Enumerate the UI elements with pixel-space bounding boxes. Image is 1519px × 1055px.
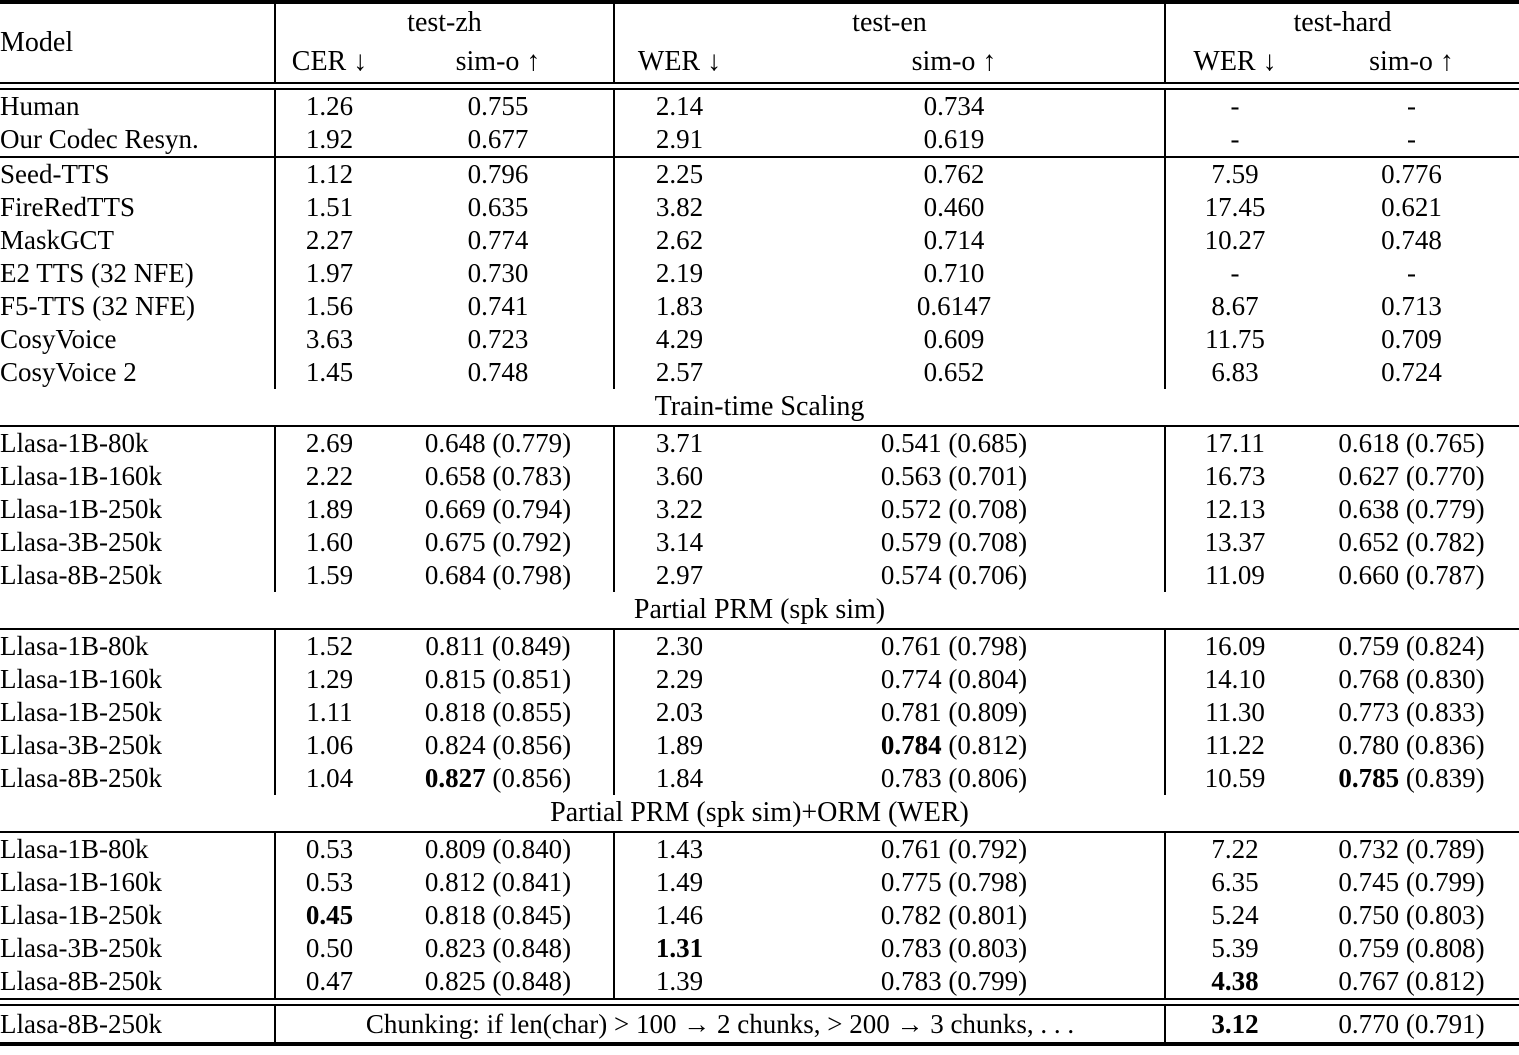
cell-value: 1.92 xyxy=(305,124,354,154)
cell-value: 1.04 xyxy=(305,763,354,793)
cell-value: 0.730 xyxy=(383,257,614,290)
row-model-name: Llasa-8B-250k xyxy=(0,762,275,795)
section-header-title: Train-time Scaling xyxy=(654,391,865,422)
cell-value: 1.45 xyxy=(305,357,354,387)
cell-value: 0.677 xyxy=(383,123,614,157)
table-rule xyxy=(0,1044,1519,1046)
cell-value: 5.39 xyxy=(1211,933,1259,963)
cell-value: 13.37 xyxy=(1204,527,1266,557)
table-row xyxy=(0,965,1519,999)
table-row xyxy=(0,833,1519,866)
cell-value: 0.811 (0.849) xyxy=(383,630,614,663)
cell-value: 0.776 xyxy=(1381,159,1442,189)
cell-value: 0.713 xyxy=(1381,291,1442,321)
chunking-note: Chunking: if len(char) > 100 → 2 chunks, > 200 → 3 chunks, . . . xyxy=(275,1005,1165,1044)
cell-value: 2.14 xyxy=(655,91,704,121)
row-model-name: FireRedTTS xyxy=(0,191,275,224)
cell-value: 3.14 xyxy=(655,527,704,557)
row-model-name: E2 TTS (32 NFE) xyxy=(0,257,275,290)
cell-value: 0.768 (0.830) xyxy=(1338,664,1485,694)
cell-value: 0.638 (0.779) xyxy=(1338,494,1485,524)
cell-value: 1.11 xyxy=(306,697,353,727)
cell-value-best: 0.45 xyxy=(305,900,354,930)
cell-value: 0.762 xyxy=(744,158,1165,191)
cell-value: 3.63 xyxy=(305,324,354,354)
cell-value: 16.73 xyxy=(1204,461,1266,491)
table-row xyxy=(0,427,1519,460)
cell-value: 0.741 xyxy=(383,290,614,323)
cell-value: 0.618 (0.765) xyxy=(1338,428,1485,458)
table-row xyxy=(0,526,1519,559)
cell-value: 1.56 xyxy=(305,291,354,321)
cell-value: 0.809 (0.840) xyxy=(383,833,614,866)
cell-value: 1.26 xyxy=(305,91,354,121)
cell-value: - xyxy=(1407,124,1416,154)
table-row xyxy=(0,191,1519,224)
cell-value: 0.750 (0.803) xyxy=(1338,900,1485,930)
cell-value: 0.660 (0.787) xyxy=(1338,560,1485,590)
cell-value: 1.29 xyxy=(305,664,354,694)
table-header-groups xyxy=(0,4,1519,42)
cell-value: 2.30 xyxy=(655,631,704,661)
cell-value: 1.52 xyxy=(305,631,354,661)
cell-value: 1.60 xyxy=(305,527,354,557)
column-header-test-en-primary: WER ↓ xyxy=(637,46,722,77)
cell-value: 2.69 xyxy=(305,428,354,458)
cell-value-best: 0.785 xyxy=(1338,763,1400,793)
cell-value: 4.29 xyxy=(655,324,704,354)
cell-value: - xyxy=(1407,91,1416,121)
cell-value: 0.781 (0.809) xyxy=(744,696,1165,729)
cell-value: 0.609 xyxy=(744,323,1165,356)
cell-value-best: 3.12 xyxy=(1211,1008,1259,1039)
cell-value: 0.823 (0.848) xyxy=(383,932,614,965)
cell-value: 0.684 (0.798) xyxy=(383,559,614,592)
cell-value: 0.53 xyxy=(305,834,354,864)
column-group-header-test-zh: test-zh xyxy=(275,4,614,42)
cell-value: 2.91 xyxy=(655,124,704,154)
cell-value: - xyxy=(1230,258,1240,288)
table-row xyxy=(0,630,1519,663)
table-row xyxy=(0,696,1519,729)
cell-value: 11.75 xyxy=(1205,324,1265,354)
cell-value: 0.782 (0.801) xyxy=(744,899,1165,932)
section-header-title: Partial PRM (spk sim)+ORM (WER) xyxy=(550,797,969,828)
cell-value: 2.22 xyxy=(305,461,354,491)
cell-value: 0.761 (0.792) xyxy=(744,833,1165,866)
cell-value-best: 1.31 xyxy=(655,933,704,963)
cell-value: 0.783 (0.799) xyxy=(744,965,1165,999)
cell-value: 1.43 xyxy=(655,834,704,864)
cell-value: 0.669 (0.794) xyxy=(383,493,614,526)
cell-value: 0.818 (0.855) xyxy=(383,696,614,729)
cell-value: 17.45 xyxy=(1204,192,1266,222)
cell-value: 3.60 xyxy=(655,461,704,491)
cell-value: 0.579 (0.708) xyxy=(744,526,1165,559)
cell-value: 0.723 xyxy=(383,323,614,356)
section-header-row xyxy=(0,592,1519,629)
cell-value: 0.783 (0.803) xyxy=(744,932,1165,965)
cell-value: 0.759 (0.808) xyxy=(1338,933,1485,963)
cell-value: 0.621 xyxy=(1381,192,1442,222)
cell-value: 3.22 xyxy=(655,494,704,524)
cell-value: 0.785 (0.839) xyxy=(1338,763,1485,793)
section-header-row xyxy=(0,795,1519,832)
cell-value: 0.47 xyxy=(305,966,354,996)
cell-value: 2.97 xyxy=(655,560,704,590)
row-model-name: Llasa-8B-250k xyxy=(0,559,275,592)
cell-value: 0.6147 xyxy=(744,290,1165,323)
cell-value: 0.724 xyxy=(1381,357,1442,387)
cell-value: 11.22 xyxy=(1205,730,1265,760)
row-model-name: Llasa-8B-250k xyxy=(0,1005,275,1044)
row-model-name: Llasa-1B-80k xyxy=(0,833,275,866)
cell-value: 0.648 (0.779) xyxy=(383,427,614,460)
table-row xyxy=(0,123,1519,157)
cell-value: 11.30 xyxy=(1205,697,1265,727)
row-model-name: Llasa-8B-250k xyxy=(0,965,275,999)
cell-value: 0.714 xyxy=(744,224,1165,257)
cell-value: 0.460 xyxy=(744,191,1165,224)
row-model-name: Llasa-3B-250k xyxy=(0,729,275,762)
cell-value xyxy=(1165,965,1304,999)
cell-value: 0.774 (0.804) xyxy=(744,663,1165,696)
cell-value: 7.59 xyxy=(1211,159,1259,189)
table-row xyxy=(0,89,1519,123)
cell-value: 10.59 xyxy=(1204,763,1266,793)
row-model-name: Seed-TTS xyxy=(0,158,275,191)
cell-value: 0.675 (0.792) xyxy=(383,526,614,559)
cell-value: 2.25 xyxy=(655,159,704,189)
table-row xyxy=(0,899,1519,932)
table-row xyxy=(0,224,1519,257)
cell-value: 1.51 xyxy=(305,192,354,222)
cell-value: 0.745 (0.799) xyxy=(1338,867,1485,897)
cell-value: 0.818 (0.845) xyxy=(383,899,614,932)
cell-value: 0.824 (0.856) xyxy=(383,729,614,762)
cell-value: 0.563 (0.701) xyxy=(744,460,1165,493)
cell-value: 8.67 xyxy=(1211,291,1259,321)
row-model-name: Llasa-1B-160k xyxy=(0,866,275,899)
cell-value: 0.658 (0.783) xyxy=(383,460,614,493)
cell-value: 0.748 xyxy=(1381,225,1442,255)
cell-value: 6.35 xyxy=(1211,867,1259,897)
cell-value: 11.09 xyxy=(1205,560,1265,590)
row-model-name: CosyVoice xyxy=(0,323,275,356)
cell-value: 1.89 xyxy=(305,494,354,524)
cell-value: 7.22 xyxy=(1211,834,1259,864)
cell-value: 0.774 xyxy=(383,224,614,257)
table-row xyxy=(0,729,1519,762)
cell-value: 0.732 (0.789) xyxy=(1338,834,1485,864)
table-row xyxy=(0,158,1519,191)
section-header-row xyxy=(0,389,1519,426)
row-model-name: MaskGCT xyxy=(0,224,275,257)
cell-value: 0.627 (0.770) xyxy=(1338,461,1485,491)
cell-value: 0.780 (0.836) xyxy=(1338,730,1485,760)
table-row xyxy=(0,762,1519,795)
column-header-test-zh-simo: sim-o ↑ xyxy=(383,42,614,83)
cell-value: 0.635 xyxy=(383,191,614,224)
cell-value: 16.09 xyxy=(1204,631,1266,661)
row-model-name: Llasa-1B-80k xyxy=(0,427,275,460)
cell-value: 2.27 xyxy=(305,225,354,255)
cell-value: 17.11 xyxy=(1205,428,1265,458)
cell-value: 0.815 (0.851) xyxy=(383,663,614,696)
row-model-name: Llasa-1B-160k xyxy=(0,663,275,696)
cell-value: 0.770 (0.791) xyxy=(1338,1008,1485,1039)
cell-value: 1.12 xyxy=(305,159,354,189)
cell-value: 1.06 xyxy=(305,730,354,760)
table-row xyxy=(0,663,1519,696)
cell-value: 1.97 xyxy=(305,258,354,288)
cell-value: 12.13 xyxy=(1204,494,1266,524)
cell-value: 0.53 xyxy=(305,867,354,897)
cell-value: 0.710 xyxy=(744,257,1165,290)
cell-value: 0.734 xyxy=(744,89,1165,123)
row-model-name: Llasa-1B-80k xyxy=(0,630,275,663)
table-row xyxy=(0,323,1519,356)
cell-value-best: 4.38 xyxy=(1211,966,1259,996)
row-model-name: CosyVoice 2 xyxy=(0,356,275,389)
cell-value: 1.46 xyxy=(655,900,704,930)
row-model-name: Llasa-1B-250k xyxy=(0,696,275,729)
cell-value: 3.71 xyxy=(655,428,704,458)
cell-value: 10.27 xyxy=(1204,225,1266,255)
column-header-test-zh-primary: CER ↓ xyxy=(291,46,368,77)
cell-value: 0.748 xyxy=(383,356,614,389)
table-row xyxy=(0,932,1519,965)
cell-value: 0.572 (0.708) xyxy=(744,493,1165,526)
cell-value: 2.57 xyxy=(655,357,704,387)
cell-value: - xyxy=(1230,124,1240,154)
cell-value: 0.759 (0.824) xyxy=(1338,631,1485,661)
column-header-test-hard-simo: sim-o ↑ xyxy=(1369,46,1454,77)
cell-value: 0.652 (0.782) xyxy=(1338,527,1485,557)
cell-value: 0.796 xyxy=(383,158,614,191)
row-model-name: Llasa-3B-250k xyxy=(0,526,275,559)
row-model-name: Llasa-3B-250k xyxy=(0,932,275,965)
cell-value: 0.652 xyxy=(744,356,1165,389)
row-model-name: Llasa-1B-250k xyxy=(0,899,275,932)
row-model-name: Human xyxy=(0,89,275,123)
cell-value: 0.755 xyxy=(383,89,614,123)
cell-value: 0.541 (0.685) xyxy=(744,427,1165,460)
cell-value: 0.784 (0.812) xyxy=(744,729,1165,762)
table-row xyxy=(0,290,1519,323)
cell-value: 0.619 xyxy=(744,123,1165,157)
cell-value: 1.39 xyxy=(655,966,704,996)
row-model-name: F5-TTS (32 NFE) xyxy=(0,290,275,323)
cell-value: 0.574 (0.706) xyxy=(744,559,1165,592)
cell-value: 0.825 (0.848) xyxy=(383,965,614,999)
table-rule-cell xyxy=(0,1044,1519,1046)
cell-value: 5.24 xyxy=(1211,900,1259,930)
cell-value: 0.767 (0.812) xyxy=(1338,966,1485,996)
cell-value: 0.783 (0.806) xyxy=(744,762,1165,795)
cell-value: 0.775 (0.798) xyxy=(744,866,1165,899)
cell-value-best: 0.784 xyxy=(880,730,942,760)
table-row xyxy=(0,257,1519,290)
cell-value: - xyxy=(1407,258,1416,288)
cell-value: 6.83 xyxy=(1211,357,1259,387)
row-model-name: Our Codec Resyn. xyxy=(0,123,275,157)
column-header-test-en-simo: sim-o ↑ xyxy=(744,42,1165,83)
column-group-header-test-hard: test-hard xyxy=(1293,7,1392,38)
cell-value: - xyxy=(1230,91,1240,121)
section-header-title: Partial PRM (spk sim) xyxy=(633,594,886,625)
column-header-model: Model xyxy=(0,4,275,83)
cell-value: 2.62 xyxy=(655,225,704,255)
table-row xyxy=(0,866,1519,899)
table-row xyxy=(0,356,1519,389)
chunking-row xyxy=(0,1005,1519,1044)
column-header-test-hard-primary: WER ↓ xyxy=(1193,46,1277,77)
table-row xyxy=(0,460,1519,493)
cell-value xyxy=(614,932,744,965)
cell-value xyxy=(275,899,383,932)
cell-value: 1.84 xyxy=(655,763,704,793)
table-row xyxy=(0,559,1519,592)
cell-value: 0.709 xyxy=(1381,324,1442,354)
row-model-name: Llasa-1B-160k xyxy=(0,460,275,493)
cell-value: 1.83 xyxy=(655,291,704,321)
cell-value: 0.50 xyxy=(305,933,354,963)
cell-value: 14.10 xyxy=(1204,664,1266,694)
cell-value: 0.812 (0.841) xyxy=(383,866,614,899)
cell-value: 2.19 xyxy=(655,258,704,288)
cell-value: 1.49 xyxy=(655,867,704,897)
cell-value xyxy=(1165,1005,1304,1044)
cell-value-best: 0.827 xyxy=(424,763,486,793)
cell-value: 1.89 xyxy=(655,730,704,760)
cell-value: 3.82 xyxy=(655,192,704,222)
cell-value: 0.827 (0.856) xyxy=(383,762,614,795)
table-row xyxy=(0,493,1519,526)
column-group-header-test-en: test-en xyxy=(614,4,1165,42)
cell-value: 0.761 (0.798) xyxy=(744,630,1165,663)
cell-value: 2.03 xyxy=(655,697,704,727)
cell-value: 0.773 (0.833) xyxy=(1338,697,1485,727)
row-model-name: Llasa-1B-250k xyxy=(0,493,275,526)
cell-value: 2.29 xyxy=(655,664,704,694)
cell-value: 1.59 xyxy=(305,560,354,590)
